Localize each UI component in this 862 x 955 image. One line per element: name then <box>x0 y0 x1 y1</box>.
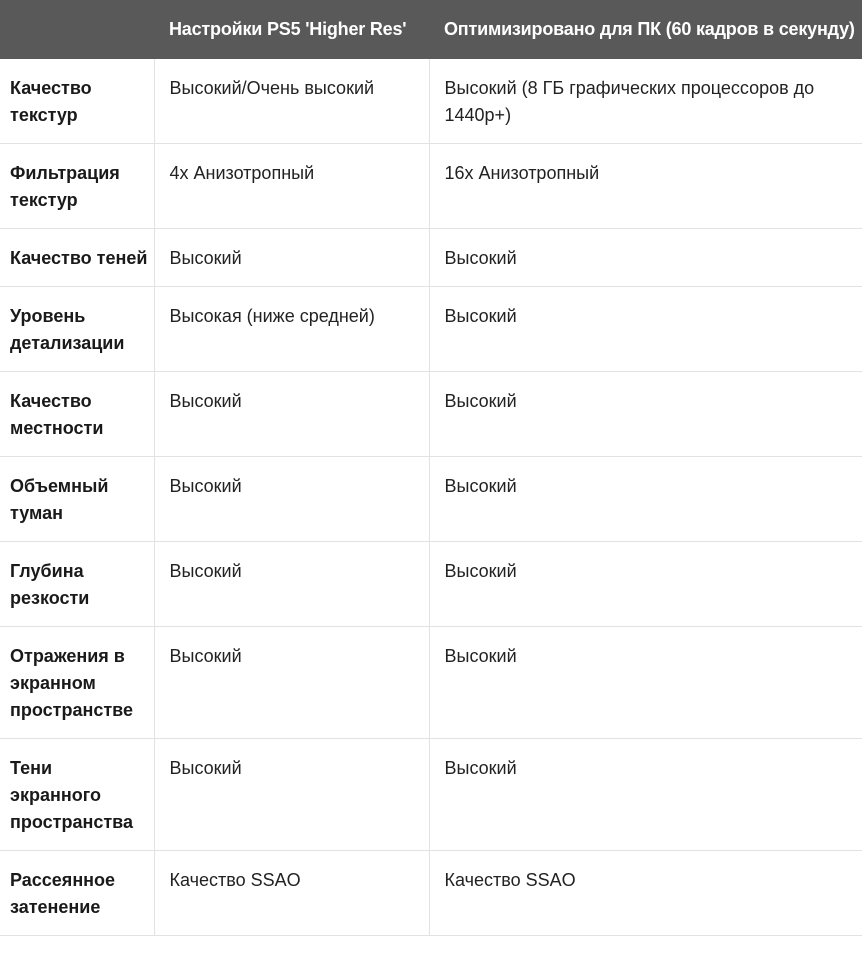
setting-name: Рассеянное затенение <box>0 851 154 936</box>
header-ps5-column: Настройки PS5 'Higher Res' <box>169 19 407 39</box>
setting-name: Качество текстур <box>0 59 154 144</box>
setting-name: Объемный туман <box>0 457 154 542</box>
header-setting-column <box>0 0 154 59</box>
setting-name: Тени экранного пространства <box>0 739 154 851</box>
ps5-value: Высокий <box>154 627 429 739</box>
table-row <box>0 372 862 457</box>
table-row <box>0 287 862 372</box>
pc-value: 16x Анизотропный <box>429 144 862 229</box>
table-row <box>0 144 862 229</box>
ps5-value: Высокий <box>154 372 429 457</box>
pc-value: Высокий (8 ГБ графических процессоров до 1440p+) <box>429 59 862 144</box>
header-pc-column: Оптимизировано для ПК (60 кадров в секунду) <box>444 19 855 39</box>
table-row <box>0 229 862 287</box>
ps5-value: 4x Анизотропный <box>154 144 429 229</box>
setting-name: Качество местности <box>0 372 154 457</box>
ps5-value: Высокая (ниже средней) <box>154 287 429 372</box>
table-row <box>0 851 862 936</box>
table-row <box>0 59 862 144</box>
pc-value: Высокий <box>429 739 862 851</box>
header-row <box>0 0 862 59</box>
pc-value: Высокий <box>429 287 862 372</box>
pc-value: Качество SSAO <box>429 851 862 936</box>
pc-value: Высокий <box>429 372 862 457</box>
ps5-value: Высокий <box>154 457 429 542</box>
setting-name: Фильтрация текстур <box>0 144 154 229</box>
pc-value: Высокий <box>429 627 862 739</box>
table-row <box>0 542 862 627</box>
setting-name: Качество теней <box>0 229 154 287</box>
setting-name: Отражения в экранном пространстве <box>0 627 154 739</box>
table-row <box>0 457 862 542</box>
table-row <box>0 627 862 739</box>
setting-name: Уровень детализации <box>0 287 154 372</box>
ps5-value: Высокий <box>154 229 429 287</box>
ps5-value: Высокий <box>154 739 429 851</box>
ps5-value: Высокий/Очень высокий <box>154 59 429 144</box>
table-body <box>0 59 862 936</box>
setting-name: Глубина резкости <box>0 542 154 627</box>
table-header <box>0 0 862 59</box>
pc-value: Высокий <box>429 229 862 287</box>
table-row <box>0 739 862 851</box>
ps5-value: Высокий <box>154 542 429 627</box>
pc-value: Высокий <box>429 542 862 627</box>
pc-value: Высокий <box>429 457 862 542</box>
ps5-value: Качество SSAO <box>154 851 429 936</box>
